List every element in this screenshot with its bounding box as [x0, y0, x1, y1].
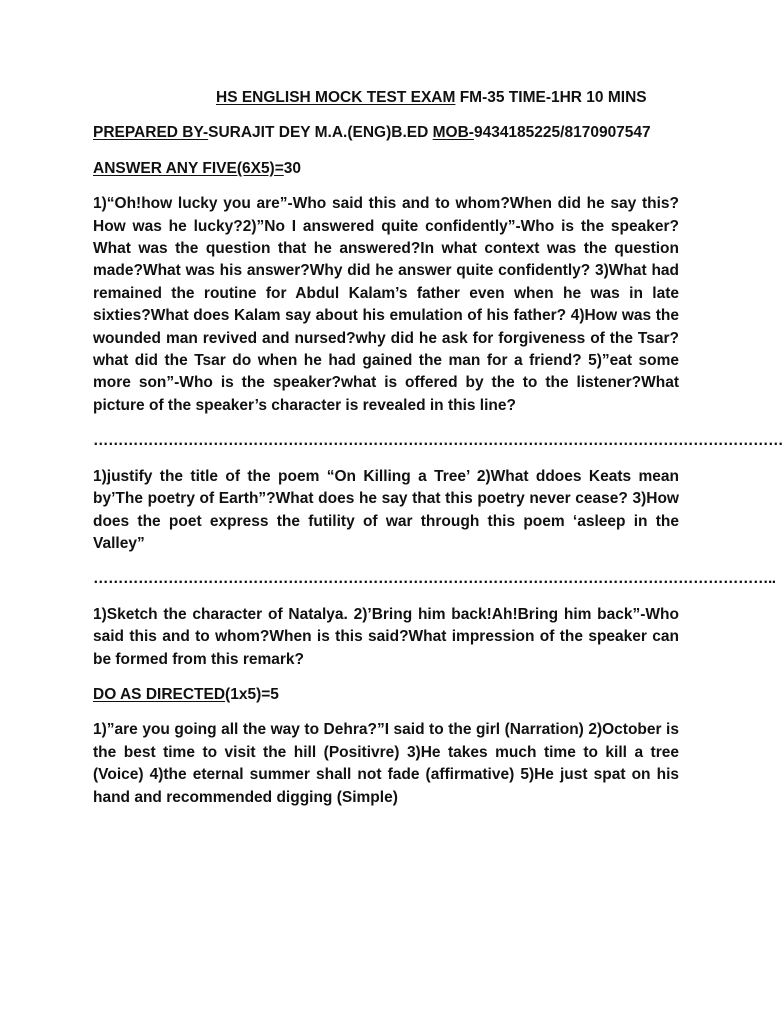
exam-title: [93, 87, 679, 109]
mobile-value: 9434185225/8170907547: [473, 124, 651, 142]
section-heading-answer-any-five: [93, 158, 679, 180]
section-heading-marks: (1x5)=5: [225, 685, 279, 703]
grammar-questions: 1)”are you going all the way to Dehra?”I said to the girl (Narration) 2)October is the best time to visit the hill (Positivre) 3)He takes much time to kill a tree (Voice) 4)the eternal summer shall not fade (affirmative) 5)He just spat on his hand and recommended digging (Simple): [93, 721, 679, 806]
section-heading-marks: 30: [283, 159, 302, 177]
exam-title-details: FM-35 TIME-1HR 10 MINS: [455, 89, 647, 106]
prepared-by-line: [93, 122, 679, 144]
exam-content: [93, 87, 783, 822]
separator-dots: …………………………………………………………………………………………………………………………: [93, 432, 783, 450]
separator-dots: ………………………………………………………………………………………………………………………..: [93, 570, 776, 588]
section-heading-do-as-directed: [93, 684, 679, 706]
section-heading-underlined: DO AS DIRECTED: [93, 685, 226, 703]
prepared-by-value: SURAJIT DEY M.A.(ENG)B.ED: [208, 124, 433, 142]
prose-questions: 1)“Oh!how lucky you are”-Who said this and to whom?When did he say this?How was he lucky?2)”No I answered quite confidently”-Who is the speaker?What was the question that he answered?In what context was the question made?What was his answer?Why did he answer quite confidently? 3)What had remained the routine for Abdul Kalam’s father even when he was in late sixties?What does Kalam say about his emulation of his father? 4)How was the wounded man revived and nursed?why did he ask for forgiveness of the Tsar?what did the Tsar do when he had gained the man for a friend? 5)”eat some more son”-Who is the speaker?what is offered by the to the listener?What picture of the speaker’s character is revealed in this line?: [93, 195, 679, 414]
drama-questions: 1)Sketch the character of Natalya. 2)’Bring him back!Ah!Bring him back”-Who said this and to whom?When is this said?What impression of the speaker can be formed from this remark?: [93, 605, 679, 668]
section-heading-underlined: ANSWER ANY FIVE(6X5)=: [93, 159, 284, 177]
prepared-by-label: PREPARED BY-: [93, 124, 209, 142]
poetry-questions: 1)justify the title of the poem “On Killing a Tree’ 2)What ddoes Keats mean by’The poetry of Earth”?What does he say that this poetry never cease? 3)How does the poet express the futility of war through this poem ‘asleep in the Valley”: [93, 467, 679, 552]
exam-title-underlined: HS ENGLISH MOCK TEST EXAM: [216, 89, 456, 106]
mobile-label: MOB-: [432, 124, 474, 142]
